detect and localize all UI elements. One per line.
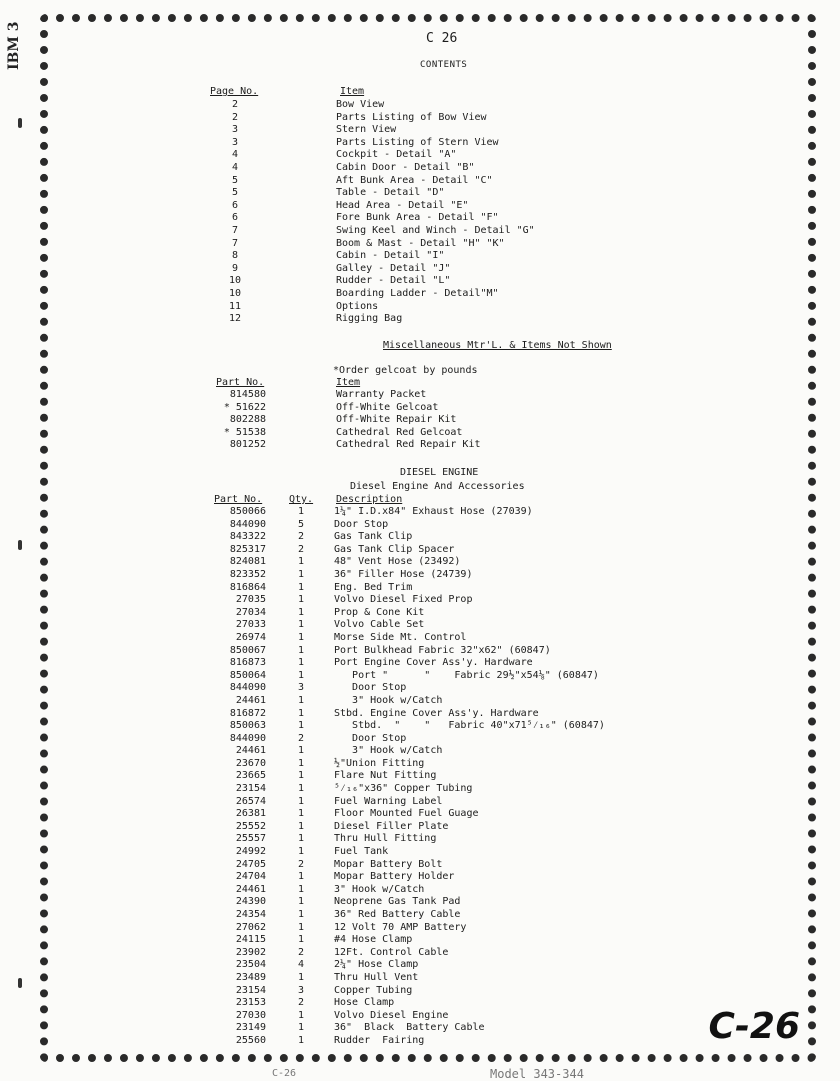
- diesel-part-number: 844090: [229, 732, 266, 744]
- diesel-description: Rudder Fairing: [334, 1034, 425, 1046]
- diesel-description: Port Bulkhead Fabric 32"x62" (60847): [334, 644, 551, 656]
- footer-model: Model 343-344: [490, 1067, 584, 1081]
- diesel-qty: 1: [297, 1022, 305, 1034]
- diesel-part-number: 24115: [235, 934, 266, 946]
- diesel-part-number: 24461: [235, 694, 266, 706]
- contents-page-number: 8: [231, 250, 239, 262]
- diesel-qty: 1: [297, 594, 305, 606]
- diesel-description: Port Engine Cover Ass'y. Hardware: [334, 657, 533, 669]
- diesel-part-number: 26574: [235, 795, 266, 807]
- diesel-qty: 3: [297, 984, 305, 996]
- diesel-qty: 1: [297, 934, 305, 946]
- contents-page-number: 3: [231, 136, 239, 148]
- diesel-part-number: 816864: [229, 581, 266, 593]
- diesel-qty: 1: [297, 644, 305, 656]
- diesel-part-number: 24992: [235, 846, 266, 858]
- contents-item: Rigging Bag: [336, 313, 403, 325]
- diesel-qty: 1: [297, 795, 305, 807]
- diesel-part-number: 27030: [235, 1009, 266, 1021]
- diesel-part-number: 24705: [235, 858, 266, 870]
- footer-page-code: C-26: [272, 1068, 297, 1079]
- contents-page-number: 3: [231, 124, 239, 136]
- diesel-description: 3" Hook w/Catch: [334, 745, 443, 757]
- misc-col-item: Item: [336, 377, 361, 388]
- diesel-description: 3" Hook w/Catch: [334, 694, 443, 706]
- misc-part-column: [196, 389, 266, 452]
- diesel-qty: 1: [297, 833, 305, 845]
- misc-part-number: * 51622: [223, 401, 266, 413]
- diesel-qty: 2: [297, 531, 305, 543]
- diesel-col-part: Part No.: [214, 494, 263, 505]
- diesel-description: Port " " Fabric 29½"x54⅛" (60847): [334, 669, 599, 681]
- diesel-description: 36" Filler Hose (24739): [334, 568, 473, 580]
- diesel-description: 12Ft. Control Cable: [334, 946, 449, 958]
- contents-page-number: 12: [228, 313, 242, 325]
- contents-item: Swing Keel and Winch - Detail "G": [336, 224, 535, 236]
- diesel-qty: 1: [297, 568, 305, 580]
- diesel-part-number: 23504: [235, 959, 266, 971]
- misc-part-number: 801252: [229, 439, 266, 451]
- diesel-description: 36" Black Battery Cable: [334, 1022, 485, 1034]
- misc-col-part: Part No.: [216, 377, 265, 388]
- contents-page-number: 6: [231, 212, 239, 224]
- punch-mark: [18, 978, 22, 988]
- diesel-qty: 1: [297, 770, 305, 782]
- contents-item-column: [336, 99, 535, 326]
- contents-item: Cockpit - Detail "A": [336, 149, 457, 161]
- contents-item: Parts Listing of Stern View: [336, 136, 499, 148]
- diesel-part-number: 24390: [235, 896, 266, 908]
- contents-page-number: 5: [231, 187, 239, 199]
- contents-item: Fore Bunk Area - Detail "F": [336, 212, 499, 224]
- diesel-qty: 1: [297, 720, 305, 732]
- diesel-description: 1¼" I.D.x84" Exhaust Hose (27039): [334, 506, 533, 517]
- diesel-qty: 1: [297, 783, 305, 795]
- diesel-description: Fuel Tank: [334, 846, 389, 858]
- diesel-part-number: 823352: [229, 568, 266, 580]
- contents-item: Boarding Ladder - Detail"M": [336, 287, 499, 299]
- diesel-qty: 1: [297, 909, 305, 920]
- diesel-qty: 2: [297, 732, 305, 744]
- diesel-description: ½"Union Fitting: [334, 757, 425, 769]
- diesel-qty: 2: [297, 858, 305, 870]
- diesel-description: Gas Tank Clip Spacer: [334, 543, 455, 555]
- contents-page-number: 4: [231, 149, 239, 161]
- contents-page-number: 6: [231, 199, 239, 211]
- misc-item: Cathedral Red Repair Kit: [336, 439, 481, 451]
- diesel-description: Mopar Battery Holder: [334, 871, 455, 883]
- punch-mark: [18, 118, 22, 128]
- diesel-description: Floor Mounted Fuel Guage: [334, 808, 479, 820]
- c26-stamp: C-26: [708, 1006, 800, 1047]
- diesel-part-number: 816873: [229, 657, 266, 669]
- diesel-qty: 1: [297, 581, 305, 593]
- contents-page-number: 7: [231, 237, 239, 249]
- diesel-qty: 1: [297, 1009, 305, 1021]
- diesel-description: 48" Vent Hose (23492): [334, 556, 461, 568]
- diesel-description: Stbd. " " Fabric 40"x71⁵⁄₁₆" (60847): [334, 720, 605, 732]
- contents-page-column: [210, 99, 260, 326]
- diesel-description: Thru Hull Vent: [334, 971, 419, 983]
- diesel-col-qty: Qty.: [289, 494, 314, 505]
- diesel-qty: 1: [297, 896, 305, 908]
- diesel-qty: 1: [297, 921, 305, 933]
- diesel-part-number: 824081: [229, 556, 266, 568]
- diesel-part-number: 23154: [235, 783, 266, 795]
- diesel-part-number: 25552: [235, 820, 266, 832]
- contents-page-number: 5: [231, 174, 239, 186]
- diesel-qty: 1: [297, 971, 305, 983]
- diesel-part-number: 850064: [229, 669, 266, 681]
- diesel-part-number: 24354: [235, 909, 266, 920]
- contents-item: Options: [336, 300, 379, 312]
- diesel-qty: 1: [297, 694, 305, 706]
- diesel-part-number: 844090: [229, 518, 266, 530]
- diesel-part-column: [196, 506, 266, 1048]
- diesel-description: Flare Nut Fitting: [334, 770, 437, 782]
- diesel-qty: 2: [297, 997, 305, 1009]
- diesel-part-number: 26974: [235, 631, 266, 643]
- diesel-description: Volvo Cable Set: [334, 619, 425, 631]
- diesel-qty: 1: [297, 631, 305, 643]
- misc-title: Miscellaneous Mtr'L. & Items Not Shown: [383, 340, 612, 351]
- diesel-description: 2¼" Hose Clamp: [334, 959, 419, 971]
- diesel-description: #4 Hose Clamp: [334, 934, 413, 946]
- diesel-part-number: 850067: [229, 644, 266, 656]
- diesel-part-number: 24461: [235, 745, 266, 757]
- diesel-part-number: 26381: [235, 808, 266, 820]
- diesel-part-number: 850066: [229, 506, 266, 517]
- contents-item: Bow View: [336, 99, 385, 110]
- diesel-description: Eng. Bed Trim: [334, 581, 413, 593]
- diesel-qty: 1: [297, 619, 305, 631]
- diesel-part-number: 23665: [235, 770, 266, 782]
- diesel-qty: 2: [297, 543, 305, 555]
- diesel-part-number: 816872: [229, 707, 266, 719]
- diesel-description: Thru Hull Fitting: [334, 833, 437, 845]
- diesel-description: Diesel Filler Plate: [334, 820, 449, 832]
- diesel-qty: 1: [297, 506, 305, 517]
- misc-item: Off-White Repair Kit: [336, 414, 457, 426]
- misc-part-number: 802288: [229, 414, 266, 426]
- misc-note: *Order gelcoat by pounds: [333, 365, 478, 376]
- misc-part-number: * 51538: [223, 426, 266, 438]
- diesel-part-number: 25560: [235, 1034, 266, 1046]
- diesel-qty: 1: [297, 556, 305, 568]
- misc-item: Warranty Packet: [336, 389, 427, 400]
- col-header-item: Item: [340, 86, 365, 97]
- diesel-qty: 3: [297, 682, 305, 694]
- diesel-qty: 1: [297, 606, 305, 618]
- contents-item: Galley - Detail "J": [336, 262, 451, 274]
- diesel-description: Door Stop: [334, 682, 407, 694]
- contents-item: Aft Bunk Area - Detail "C": [336, 174, 493, 186]
- diesel-part-number: 23154: [235, 984, 266, 996]
- diesel-description: Volvo Diesel Engine: [334, 1009, 449, 1021]
- col-header-page: Page No.: [210, 86, 259, 97]
- page-code: C 26: [426, 31, 458, 46]
- diesel-qty: 1: [297, 820, 305, 832]
- diesel-description: Prop & Cone Kit: [334, 606, 425, 618]
- contents-item: Cabin - Detail "I": [336, 250, 445, 262]
- diesel-description: Morse Side Mt. Control: [334, 631, 467, 643]
- contents-page-number: 4: [231, 161, 239, 173]
- diesel-qty: 1: [297, 669, 305, 681]
- diesel-subtitle: Diesel Engine And Accessories: [350, 481, 525, 492]
- punch-mark: [18, 540, 22, 550]
- diesel-part-number: 843322: [229, 531, 266, 543]
- diesel-description: Door Stop: [334, 732, 407, 744]
- contents-page-number: 2: [231, 99, 239, 110]
- diesel-qty: 2: [297, 946, 305, 958]
- diesel-qty: 1: [297, 657, 305, 669]
- ibm-side-label: IBM 3: [6, 21, 22, 70]
- diesel-qty: 1: [297, 846, 305, 858]
- misc-item: Cathedral Red Gelcoat: [336, 426, 463, 438]
- diesel-part-number: 24704: [235, 871, 266, 883]
- diesel-description: 36" Red Battery Cable: [334, 909, 461, 920]
- diesel-description: Copper Tubing: [334, 984, 413, 996]
- contents-item: Boom & Mast - Detail "H" "K": [336, 237, 505, 249]
- diesel-part-number: 27034: [235, 606, 266, 618]
- diesel-part-number: 23489: [235, 971, 266, 983]
- diesel-description: Door Stop: [334, 518, 389, 530]
- diesel-qty: 1: [297, 808, 305, 820]
- contents-item: Stern View: [336, 124, 397, 136]
- contents-page-number: 11: [228, 300, 242, 312]
- diesel-desc-column: [334, 506, 605, 1048]
- diesel-part-number: 825317: [229, 543, 266, 555]
- diesel-qty: 5: [297, 518, 305, 530]
- contents-item: Table - Detail "D": [336, 187, 445, 199]
- diesel-description: Neoprene Gas Tank Pad: [334, 896, 461, 908]
- diesel-part-number: 27033: [235, 619, 266, 631]
- diesel-description: 12 Volt 70 AMP Battery: [334, 921, 467, 933]
- contents-item: Rudder - Detail "L": [336, 275, 451, 287]
- contents-page-number: 10: [228, 275, 242, 287]
- diesel-part-number: 23153: [235, 997, 266, 1009]
- diesel-description: Stbd. Engine Cover Ass'y. Hardware: [334, 707, 539, 719]
- diesel-description: ⁵⁄₁₆"x36" Copper Tubing: [334, 783, 473, 795]
- contents-item: Parts Listing of Bow View: [336, 111, 487, 123]
- contents-page-number: 2: [231, 111, 239, 123]
- diesel-qty: 4: [297, 959, 305, 971]
- diesel-part-number: 850063: [229, 720, 266, 732]
- diesel-qty: 1: [297, 757, 305, 769]
- diesel-qty: 1: [297, 883, 305, 895]
- diesel-qty: 1: [297, 707, 305, 719]
- contents-item: Cabin Door - Detail "B": [336, 161, 475, 173]
- diesel-qty: 1: [297, 745, 305, 757]
- contents-page-number: 9: [231, 262, 239, 274]
- diesel-col-desc: Description: [336, 494, 403, 505]
- diesel-part-number: 23149: [235, 1022, 266, 1034]
- contents-page-number: 10: [228, 287, 242, 299]
- diesel-part-number: 27062: [235, 921, 266, 933]
- diesel-description: Hose Clamp: [334, 997, 395, 1009]
- misc-item: Off-White Gelcoat: [336, 401, 439, 413]
- diesel-description: Gas Tank Clip: [334, 531, 413, 543]
- diesel-qty: 1: [297, 1034, 305, 1046]
- diesel-part-number: 844090: [229, 682, 266, 694]
- contents-page-number: 7: [231, 224, 239, 236]
- diesel-description: Fuel Warning Label: [334, 795, 443, 807]
- diesel-part-number: 25557: [235, 833, 266, 845]
- diesel-part-number: 23670: [235, 757, 266, 769]
- diesel-description: Volvo Diesel Fixed Prop: [334, 594, 473, 606]
- diesel-title: DIESEL ENGINE: [400, 467, 479, 478]
- diesel-part-number: 24461: [235, 883, 266, 895]
- contents-title: CONTENTS: [420, 60, 468, 70]
- contents-item: Head Area - Detail "E": [336, 199, 469, 211]
- diesel-qty: 1: [297, 871, 305, 883]
- diesel-description: Mopar Battery Bolt: [334, 858, 443, 870]
- diesel-qty-column: [290, 506, 312, 1048]
- misc-part-number: 814580: [229, 389, 266, 400]
- diesel-part-number: 23902: [235, 946, 266, 958]
- diesel-part-number: 27035: [235, 594, 266, 606]
- misc-item-column: [336, 389, 481, 452]
- diesel-description: 3" Hook w/Catch: [334, 883, 425, 895]
